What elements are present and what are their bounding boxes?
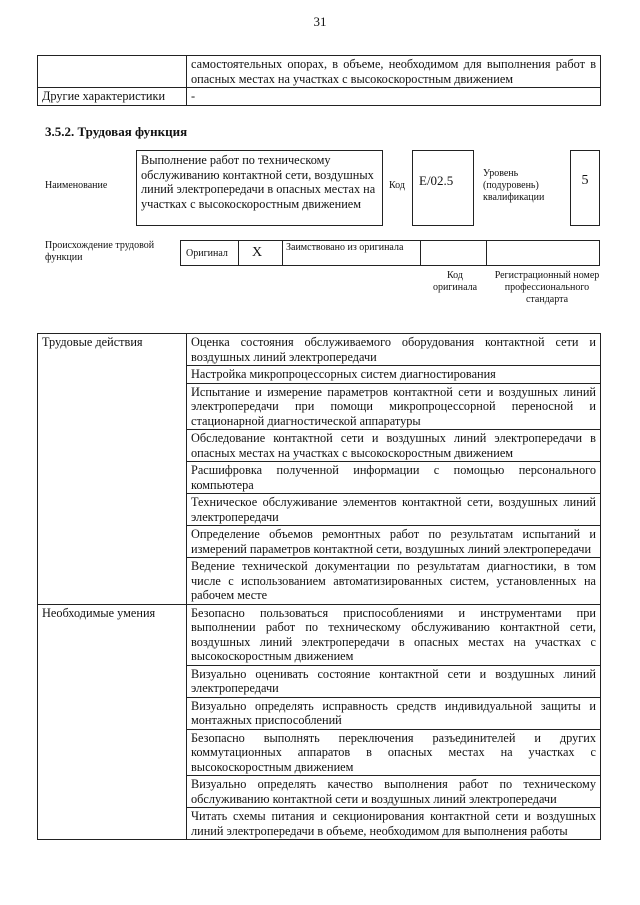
table-row: Определение объемов ремонтных работ по результатам испытаний и измерений параметров контактной сети, воздушных линий электропередачи	[187, 526, 601, 558]
top-table	[37, 55, 601, 106]
code-label: Код	[389, 180, 405, 191]
main-table	[37, 333, 601, 840]
origin-divider	[420, 240, 421, 266]
other-characteristics-label: Другие характеристики	[38, 88, 187, 106]
name-label: Наименование	[45, 180, 108, 191]
table-row: Ведение технической документации по результатам диагностики, в том числе с использованием автоматизированных систем, установленных на рабочем месте	[187, 558, 601, 605]
level-value-box: 5	[570, 150, 600, 226]
original-label: Оригинал	[186, 248, 228, 259]
section-label-actions: Трудовые действия	[38, 334, 187, 605]
original-mark: X	[252, 245, 263, 260]
origin-divider	[486, 240, 487, 266]
continuation-text: самостоятельных опорах, в объеме, необходимом для выполнения работ в опасных местах на участках с высокоскоростным движением	[187, 56, 601, 88]
function-code-box: E/02.5	[412, 150, 474, 226]
top-table-empty-cell	[38, 56, 187, 88]
reg-caption: Регистрационный номер профессионального стандарта	[494, 270, 600, 305]
section-label-skills: Необходимые умения	[38, 604, 187, 840]
table-row: Читать схемы питания и секционирования контактной сети и воздушных линий электропередачи в объеме, необходимом для выполнения работы	[187, 808, 601, 840]
table-row: Безопасно пользоваться приспособлениями и инструментами при выполнении работ по техническому обслуживанию контактной сети, воздушных линий электропередачи в опасных местах на участках с высокоскоростным движением	[187, 604, 601, 665]
table-row: Испытание и измерение параметров контактной сети и воздушных линий электропередачи при помощи микропроцессорной переносной и стационарной диагностической аппаратуры	[187, 383, 601, 430]
table-row: Обследование контактной сети и воздушных линий электропередачи в опасных местах на участках с высокоскоростным движением	[187, 430, 601, 462]
origin-label: Происхождение трудовой функции	[45, 240, 155, 263]
page-number: 31	[313, 14, 327, 29]
table-row: Техническое обслуживание элементов контактной сети, воздушных линий электропередачи	[187, 494, 601, 526]
level-label: Уровень (подуровень) квалификации	[483, 168, 545, 203]
origin-divider	[238, 240, 239, 266]
table-row: Визуально определять исправность средств индивидуальной защиты и монтажных приспособлений	[187, 697, 601, 729]
table-row: Безопасно выполнять переключения разъединителей и других коммутационных аппаратов в опасных местах на участках с высокоскоростным движением	[187, 729, 601, 776]
table-row: Визуально оценивать состояние контактной сети и воздушных линий электропередачи	[187, 665, 601, 697]
table-row: Настройка микропроцессорных систем диагностирования	[187, 366, 601, 384]
code-caption: Код оригинала	[432, 270, 478, 293]
table-row: Оценка состояния обслуживаемого оборудования контактной сети и воздушных линий электропередачи	[187, 334, 601, 366]
origin-divider	[282, 240, 283, 266]
borrowed-label: Заимствовано из оригинала	[286, 242, 404, 253]
section-title: 3.5.2. Трудовая функция	[45, 124, 188, 139]
other-characteristics-value: -	[187, 88, 601, 106]
table-row: Расшифровка полученной информации с помощью персонального компьютера	[187, 462, 601, 494]
table-row: Визуально определять качество выполнения работ по техническому обслуживанию контактной сети и воздушных линий электропередачи	[187, 776, 601, 808]
function-name-box: Выполнение работ по техническому обслуживанию контактной сети, воздушных линий электропередачи в опасных местах на участках с высокоскоростным движением	[136, 150, 383, 226]
